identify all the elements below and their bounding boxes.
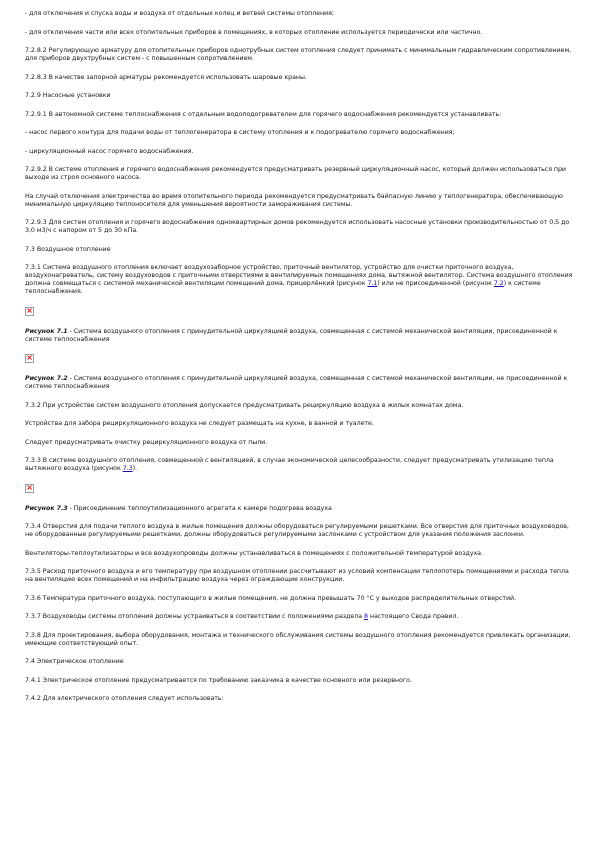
paragraph: - насос первого контура для подачи воды от теплогенератора в систему отопления и к подогревателю горячего водоснабжения; <box>25 129 455 136</box>
paragraph: Следует предусматривать очистку рециркуляционного воздуха от пыли. <box>25 438 268 446</box>
section-link[interactable]: 8 <box>363 613 368 620</box>
paragraph: 7.2.8.2 Регулирующую арматуру для отопительных приборов однотрубных систем отопления следует принимать с минимальным гидравлическим сопротивлением, для приборов двухтрубных систем - с повышенным сопротивлением. <box>25 47 572 62</box>
figure-link[interactable]: 7.1 <box>367 280 378 287</box>
paragraph-text: ). <box>132 465 137 472</box>
figure-caption <box>25 328 573 344</box>
paragraph: 7.2.9.2 В системе отопления и горячего водоснабжения рекомендуется предусматривать резервный циркуляционный насос, который должен использоваться при выходе из строя основного насоса. <box>25 166 566 181</box>
paragraph-text: 7.3.3 В системе воздушного отопления, совмещенной с вентиляцией, в случае экономической целесообразности, следует предусматривать утилизацию тепла вытяжного воздуха (рисунок <box>25 457 554 472</box>
caption-text: - Система воздушного отопления с принудительной циркуляцией воздуха, совмещенная с системой механической вентиляции, не присоединенной к системе теплоснабжения <box>25 375 568 390</box>
broken-image-icon: × <box>26 482 33 492</box>
caption-label: Рисунок 7.1 <box>25 327 68 335</box>
paragraph: - циркуляционный насос горячего водоснабжения. <box>25 147 194 155</box>
paragraph <box>25 264 573 296</box>
paragraph: 7.3.6 Температура приточного воздуха, поступающего в жилые помещения, не должна превышать 70 °С у выходов распределительных отверстий. <box>25 594 517 602</box>
paragraph-text: 7.3.1 Система воздушного отопления включает воздухозаборное устройство, приточный вентилятор, устройство для очистки приточного воздуха, воздухонагреватель, систему воздуховодов с приточными отверстиями в вентилируемых помещениях дома, вытяжной вентилятор. Система воздушного отопления должна совмещаться с системой механической вентиляции помещений дома, прицерлёнкий (рисунок <box>25 264 573 287</box>
document-page <box>25 10 573 714</box>
paragraph: 7.2.9.1 В автономной системе теплоснабжения с отдельным водоподогревателем для горячего водоснабжения рекомендуется устанавливать: <box>25 110 502 118</box>
figure-link[interactable]: 7.3 <box>122 465 133 472</box>
section-heading: 7.3 Воздушное отопление <box>25 245 111 253</box>
figure-caption <box>25 505 573 513</box>
paragraph: - для отключения и спуска воды и воздуха от отдельных колец и ветвей системы отопления; <box>25 10 334 17</box>
paragraph-text: настоящего Свода правил. <box>367 613 459 620</box>
paragraph: 7.2.8.3 В качестве запорной арматуры рекомендуется использовать шаровые краны. <box>25 73 307 81</box>
broken-image-icon: × <box>26 353 33 362</box>
broken-image-icon: × <box>26 305 33 315</box>
paragraph-text: ) или не присоединенной (рисунок <box>377 280 494 287</box>
paragraph: Устройства для забора рециркуляционного воздуха не следует размещать на кухне, в ванной и туалете. <box>25 420 374 427</box>
figure-link[interactable]: 7.2 <box>493 280 504 287</box>
paragraph: 7.3.8 Для проектирования, выбора оборудования, монтажа и технического обслуживания системы воздушного отопления рекомендуется привлекать организации, имеющие соответствующий опыт. <box>25 631 571 647</box>
paragraph-text: 7.3.7 Воздуховоды системы отопления должны устраиваться в соответствии с положениями раздела <box>25 613 364 620</box>
paragraph: 7.3.5 Расход приточного воздуха и его температуру при воздушном отоплении рассчитывают из условий компенсации теплопотерь помещениями и расхода тепла на вентиляцию всех помещений и на инфильтрацию воздуха через ограждающие конструкции. <box>25 568 569 583</box>
paragraph <box>25 457 573 473</box>
figure-caption <box>25 375 573 391</box>
paragraph: Вентиляторы-теплоутилизаторы и все воздухопроводы должны устанавливаться в помещениях с положительной температурой воздуха. <box>25 549 483 557</box>
paragraph-text: ) к системе теплоснабжения. <box>25 280 541 295</box>
caption-text: - Система воздушного отопления с принудительной циркуляцией воздуха, совмещенная с системой механической вентиляции, присоединенной к системе теплоснабжения <box>25 327 558 343</box>
paragraph <box>25 613 573 621</box>
section-heading: 7.2.9 Насосные установки <box>25 92 111 99</box>
paragraph: 7.2.9.3 Для систем отопления и горячего водоснабжения одноквартирных домов рекомендуется использовать насосные установки производительностью от 0,5 до 3,0 м3/ч с напором от 5 до 30 кПа. <box>25 219 570 234</box>
paragraph: 7.4.2 Для электрического отопления следует использовать: <box>25 695 224 702</box>
paragraph: На случай отключения электричества во время отопительного периода рекомендуется предусматривать байпасную линию у теплогенератора, обеспечивающую минимальную циркуляцию теплоносителя для уменьшения вероятности замораживания системы. <box>25 192 563 208</box>
caption-label: Рисунок 7.2 <box>25 375 68 382</box>
caption-text: - Присоединение теплоутилизационного агрегата к камере подогрева воздуха <box>67 504 332 512</box>
paragraph: 7.4.1 Электрическое отопление предусматривается по требованию заказчика в качестве основного или резервного. <box>25 676 412 684</box>
paragraph: - для отключения части или всех отопительных приборов в помещениях, в которых отопление используется периодически или частично. <box>25 28 483 36</box>
caption-label: Рисунок 7.3 <box>25 504 68 512</box>
paragraph: 7.3.4 Отверстия для подачи теплого воздуха в жилые помещения должны оборудоваться регулируемыми решетками. Все отверстия для приточных воздуховодов, не оборудованные регулируемыми решетками, должны оборудоваться регулируемыми заслонками с устройством для указания положения заслонки. <box>25 523 569 538</box>
paragraph: 7.3.2 При устройстве систем воздушного отопления допускается предусматривать рециркуляцию воздуха в жилых комнатах дома. <box>25 401 464 409</box>
section-heading: 7.4 Электрическое отопление <box>25 658 124 665</box>
